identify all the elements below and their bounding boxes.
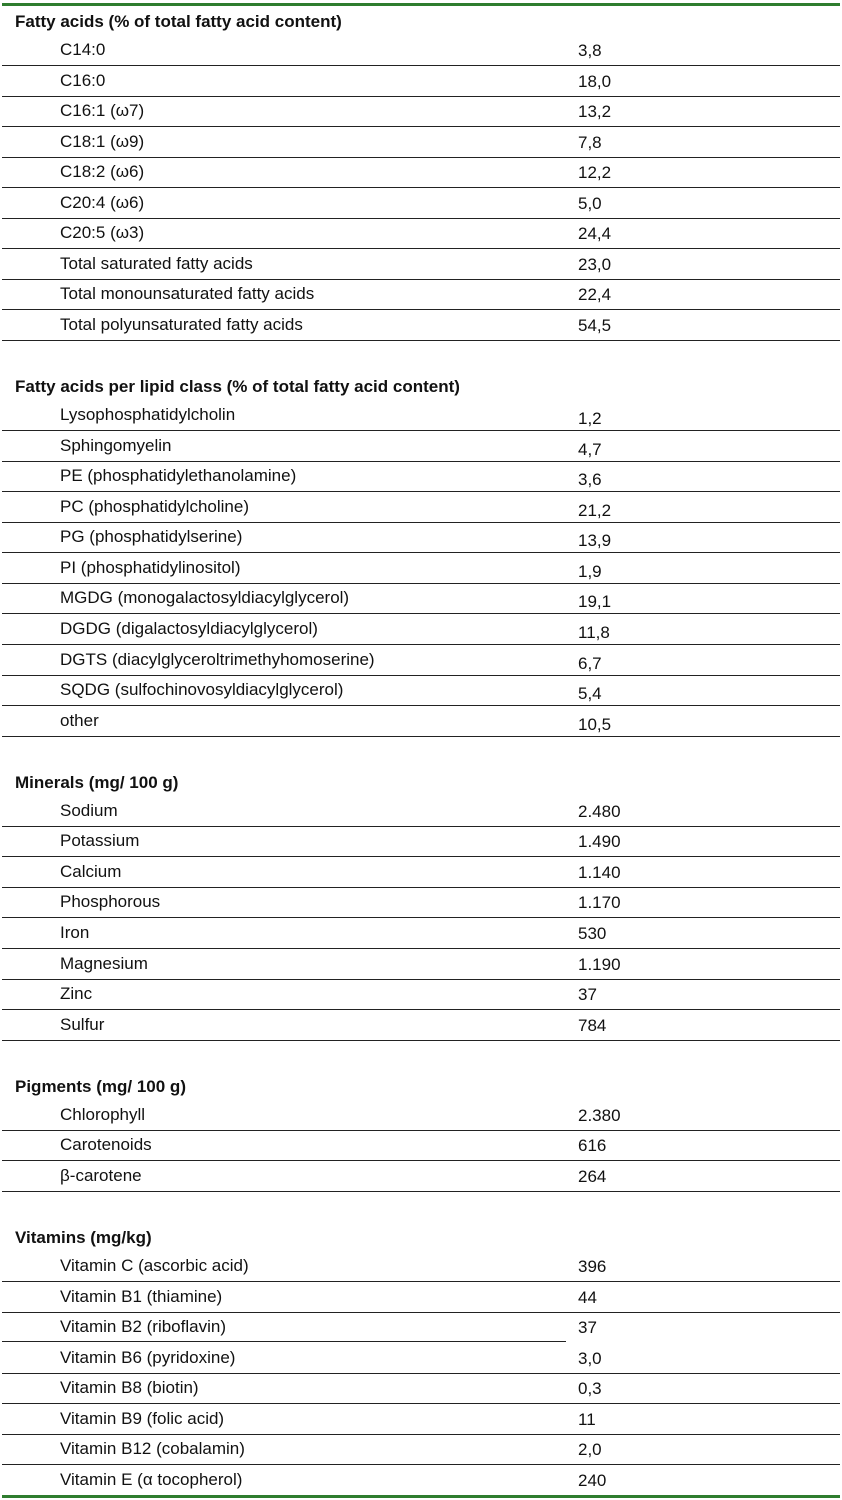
row-value: 4,7	[578, 440, 602, 459]
row-label: Sodium	[60, 801, 118, 820]
row-value: 1,2	[578, 409, 602, 428]
row-value: 6,7	[578, 654, 602, 673]
row-label: C20:4 (ω6)	[60, 193, 145, 212]
row-label: PI (phosphatidylinositol)	[60, 558, 241, 577]
table-row	[2, 1010, 840, 1041]
table-row	[2, 1465, 840, 1495]
row-label: other	[60, 711, 99, 730]
table-row	[2, 218, 840, 249]
row-label: C18:1 (ω9)	[60, 132, 145, 151]
section-header-pigments	[2, 1070, 840, 1100]
row-label: Calcium	[60, 862, 122, 881]
row-label: Total saturated fatty acids	[60, 254, 253, 273]
row-value: 1.190	[578, 955, 621, 974]
table-row	[2, 279, 840, 310]
table-row	[2, 461, 840, 492]
table-row	[2, 66, 840, 97]
row-value: 22,4	[578, 285, 612, 304]
section-title: Fatty acids per lipid class (% of total fatty acid content)	[15, 377, 460, 396]
section-title: Pigments (mg/ 100 g)	[15, 1077, 186, 1096]
row-label: Total monounsaturated fatty acids	[60, 284, 315, 303]
row-value: 264	[578, 1167, 607, 1186]
row-value: 616	[578, 1136, 607, 1155]
row-label: C16:0	[60, 71, 106, 90]
section-header-minerals	[2, 766, 840, 796]
row-value: 1.170	[578, 893, 621, 912]
row-value: 2,0	[578, 1440, 602, 1459]
table-row	[2, 887, 840, 918]
row-label: PC (phosphatidylcholine)	[60, 497, 249, 516]
table-row	[2, 492, 840, 523]
table-row	[2, 553, 840, 584]
section-title: Fatty acids (% of total fatty acid content)	[15, 12, 342, 31]
row-value: 23,0	[578, 255, 612, 274]
row-label: Phosphorous	[60, 892, 161, 911]
row-label: Vitamin B12 (cobalamin)	[60, 1439, 245, 1458]
row-value: 784	[578, 1016, 607, 1035]
row-value: 44	[578, 1288, 597, 1307]
row-value: 18,0	[578, 72, 612, 91]
row-value: 21,2	[578, 501, 612, 520]
row-label: Magnesium	[60, 954, 148, 973]
row-label: Vitamin C (ascorbic acid)	[60, 1256, 249, 1275]
row-label: Vitamin B8 (biotin)	[60, 1378, 199, 1397]
row-value: 7,8	[578, 133, 602, 152]
row-label: Vitamin E (α tocopherol)	[60, 1470, 243, 1489]
table-row	[2, 522, 840, 553]
row-value: 2.380	[578, 1106, 621, 1125]
row-value: 37	[578, 985, 597, 1004]
row-value: 5,4	[578, 684, 602, 703]
table-row	[2, 949, 840, 980]
row-value: 24,4	[578, 224, 612, 243]
row-value: 396	[578, 1257, 607, 1276]
row-value: 13,9	[578, 531, 612, 550]
table-row	[2, 188, 840, 219]
row-label: PE (phosphatidylethanolamine)	[60, 466, 297, 485]
row-label: Potassium	[60, 831, 140, 850]
table-row	[2, 157, 840, 188]
row-value: 530	[578, 924, 607, 943]
row-label: Vitamin B9 (folic acid)	[60, 1409, 225, 1428]
section-title: Minerals (mg/ 100 g)	[15, 773, 179, 792]
row-label: Sulfur	[60, 1015, 105, 1034]
row-value: 10,5	[578, 715, 612, 734]
section-header-fatty-acids	[2, 5, 840, 35]
row-value: 3,0	[578, 1349, 602, 1368]
table-row	[2, 1373, 840, 1404]
row-value: 240	[578, 1471, 607, 1490]
row-label: Lysophosphatidylcholin	[60, 405, 236, 424]
table-row	[2, 1404, 840, 1435]
row-value: 0,3	[578, 1379, 602, 1398]
row-value: 1.490	[578, 832, 621, 851]
table-row	[2, 796, 840, 827]
row-value: 37	[578, 1318, 597, 1337]
row-value: 12,2	[578, 163, 612, 182]
row-value: 54,5	[578, 316, 612, 335]
section-title: Vitamins (mg/kg)	[15, 1228, 152, 1247]
table-row	[2, 249, 840, 280]
row-label: C14:0	[60, 40, 106, 59]
row-label: Vitamin B6 (pyridoxine)	[60, 1348, 236, 1367]
row-value: 3,8	[578, 41, 602, 60]
table-row	[2, 35, 840, 66]
section-header-lipid-class	[2, 370, 840, 400]
row-label: C18:2 (ω6)	[60, 162, 145, 181]
table-row	[2, 918, 840, 949]
table-row	[2, 675, 840, 706]
row-label: SQDG (sulfochinovosyldiacylglycerol)	[60, 680, 344, 699]
row-value: 11,8	[578, 623, 610, 642]
table-row	[2, 706, 840, 737]
table-row	[2, 310, 840, 341]
row-label: Sphingomyelin	[60, 436, 172, 455]
bottom-rule	[2, 1495, 840, 1498]
table-row	[2, 979, 840, 1010]
row-label: PG (phosphatidylserine)	[60, 527, 243, 546]
row-label: Vitamin B1 (thiamine)	[60, 1287, 223, 1306]
table-row	[2, 614, 840, 645]
row-value: 1,9	[578, 562, 602, 581]
row-value: 3,6	[578, 470, 602, 489]
row-label: Vitamin B2 (riboflavin)	[60, 1317, 226, 1336]
table-row	[2, 96, 840, 127]
row-label: DGTS (diacylglyceroltrimethyhomoserine)	[60, 650, 375, 669]
row-label: Carotenoids	[60, 1135, 152, 1154]
row-label: Chlorophyll	[60, 1105, 146, 1124]
row-label: Total polyunsaturated fatty acids	[60, 315, 303, 334]
table-row	[2, 1100, 840, 1131]
row-label: MGDG (monogalactosyldiacylglycerol)	[60, 588, 350, 607]
table-row	[2, 127, 840, 158]
table-row	[2, 1282, 840, 1313]
row-value: 5,0	[578, 194, 602, 213]
table-row	[2, 1312, 840, 1342]
row-label: C16:1 (ω7)	[60, 101, 145, 120]
table-row	[2, 1130, 840, 1161]
table-row	[2, 826, 840, 857]
row-label: Zinc	[60, 984, 93, 1003]
table-row	[2, 857, 840, 888]
table-row	[2, 583, 840, 614]
section-header-vitamins	[2, 1221, 840, 1251]
row-value: 2.480	[578, 802, 621, 821]
row-value: 13,2	[578, 102, 612, 121]
table-row	[2, 400, 840, 431]
row-label: C20:5 (ω3)	[60, 223, 145, 242]
row-label: β-carotene	[60, 1166, 142, 1185]
table-row	[2, 1343, 840, 1374]
table-row	[2, 431, 840, 462]
table-row	[2, 645, 840, 676]
row-value: 19,1	[578, 592, 612, 611]
row-value: 1.140	[578, 863, 621, 882]
table-row	[2, 1161, 840, 1192]
row-label: Iron	[60, 923, 90, 942]
row-label: DGDG (digalactosyldiacylglycerol)	[60, 619, 318, 638]
row-value: 11	[578, 1410, 596, 1429]
table-row	[2, 1434, 840, 1465]
table-row	[2, 1251, 840, 1282]
